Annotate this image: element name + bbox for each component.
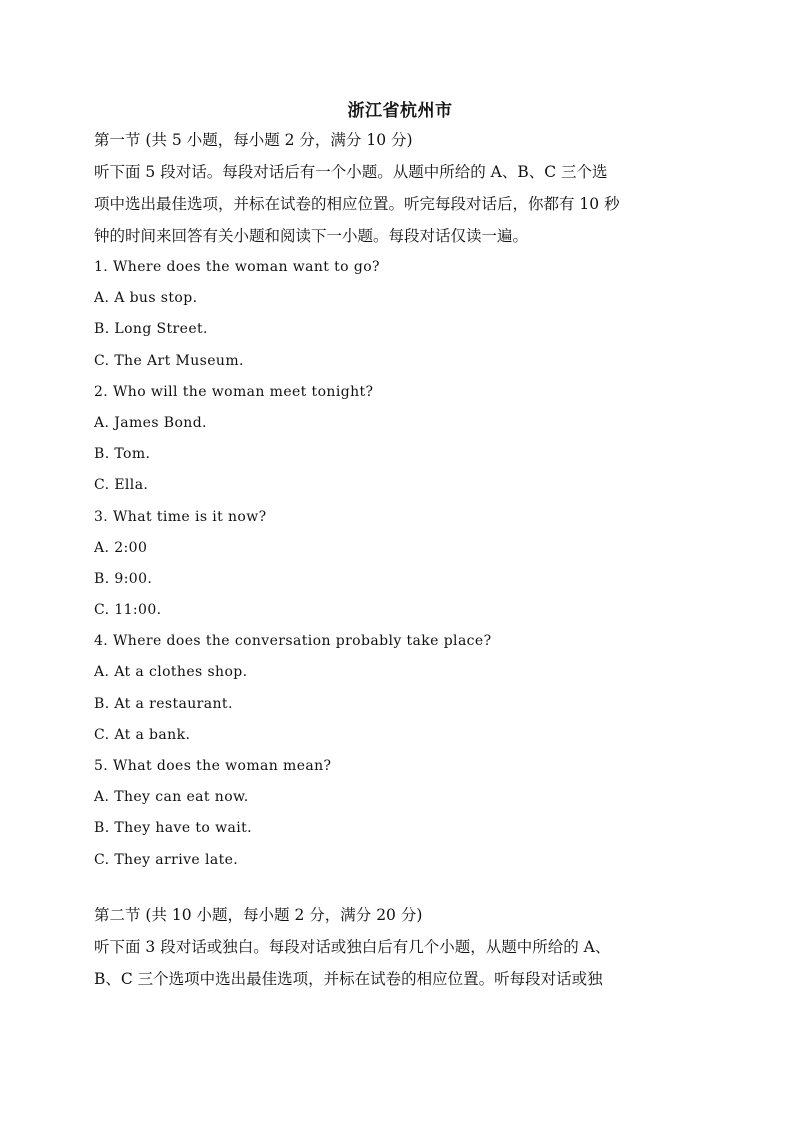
question-5 (94, 751, 706, 876)
answer-option: C. They arrive late. (94, 851, 239, 868)
instruction-line: 钟的时间来回答有关小题和阅读下一小题。每段对话仅读一遍。 (94, 227, 529, 245)
answer-option: C. The Art Museum. (94, 352, 244, 369)
question-text: 1. Where does the woman want to go? (94, 259, 380, 275)
answer-option: C. At a bank. (94, 726, 191, 743)
question-text: 2. Who will the woman meet tonight? (94, 383, 374, 400)
exam-page (94, 98, 706, 995)
section-2 (94, 899, 706, 995)
answer-option: A. James Bond. (94, 414, 207, 431)
section-2-instructions (94, 931, 706, 995)
answer-option: B. They have to wait. (94, 820, 252, 837)
question-2 (94, 377, 706, 502)
instruction-line: 项中选出最佳选项，并标在试卷的相应位置。听完每段对话后，你都有 10 秒 (94, 195, 620, 213)
answer-option: B. Long Street. (94, 321, 208, 338)
answer-option: A. 2:00 (94, 539, 148, 556)
question-3 (94, 502, 706, 627)
answer-option: B. 9:00. (94, 570, 153, 587)
section-gap (94, 876, 706, 899)
answer-option: A. They can eat now. (94, 789, 249, 806)
answer-option: C. 11:00. (94, 602, 162, 619)
instruction-line: 听下面 5 段对话。每段对话后有一个小题。从题中所给的 A、B、C 三个选 (94, 163, 608, 181)
answer-option: C. Ella. (94, 477, 149, 494)
instruction-line: 听下面 3 段对话或独白。每段对话或独白后有几个小题，从题中所给的 A、 (94, 937, 611, 956)
question-4 (94, 626, 706, 751)
question-text: 4. Where does the conversation probably take place? (94, 633, 492, 650)
section-1-instructions (94, 156, 706, 252)
question-text: 3. What time is it now? (94, 508, 267, 525)
question-1 (94, 252, 706, 377)
question-text: 5. What does the woman mean? (94, 758, 332, 774)
page-title: 浙江省杭州市 (347, 101, 453, 121)
answer-option: A. At a clothes shop. (94, 664, 248, 681)
answer-option: B. At a restaurant. (94, 695, 233, 712)
section-1 (94, 124, 706, 876)
answer-option: B. Tom. (94, 446, 151, 463)
section-1-heading: 第一节 (共 5 小题，每小题 2 分，满分 10 分) (94, 131, 413, 149)
section-2-heading: 第二节 (共 10 小题，每小题 2 分，满分 20 分) (94, 905, 423, 924)
answer-option: A. A bus stop. (94, 290, 198, 307)
instruction-line: B、C 三个选项中选出最佳选项，并标在试卷的相应位置。听每段对话或独 (94, 969, 603, 988)
